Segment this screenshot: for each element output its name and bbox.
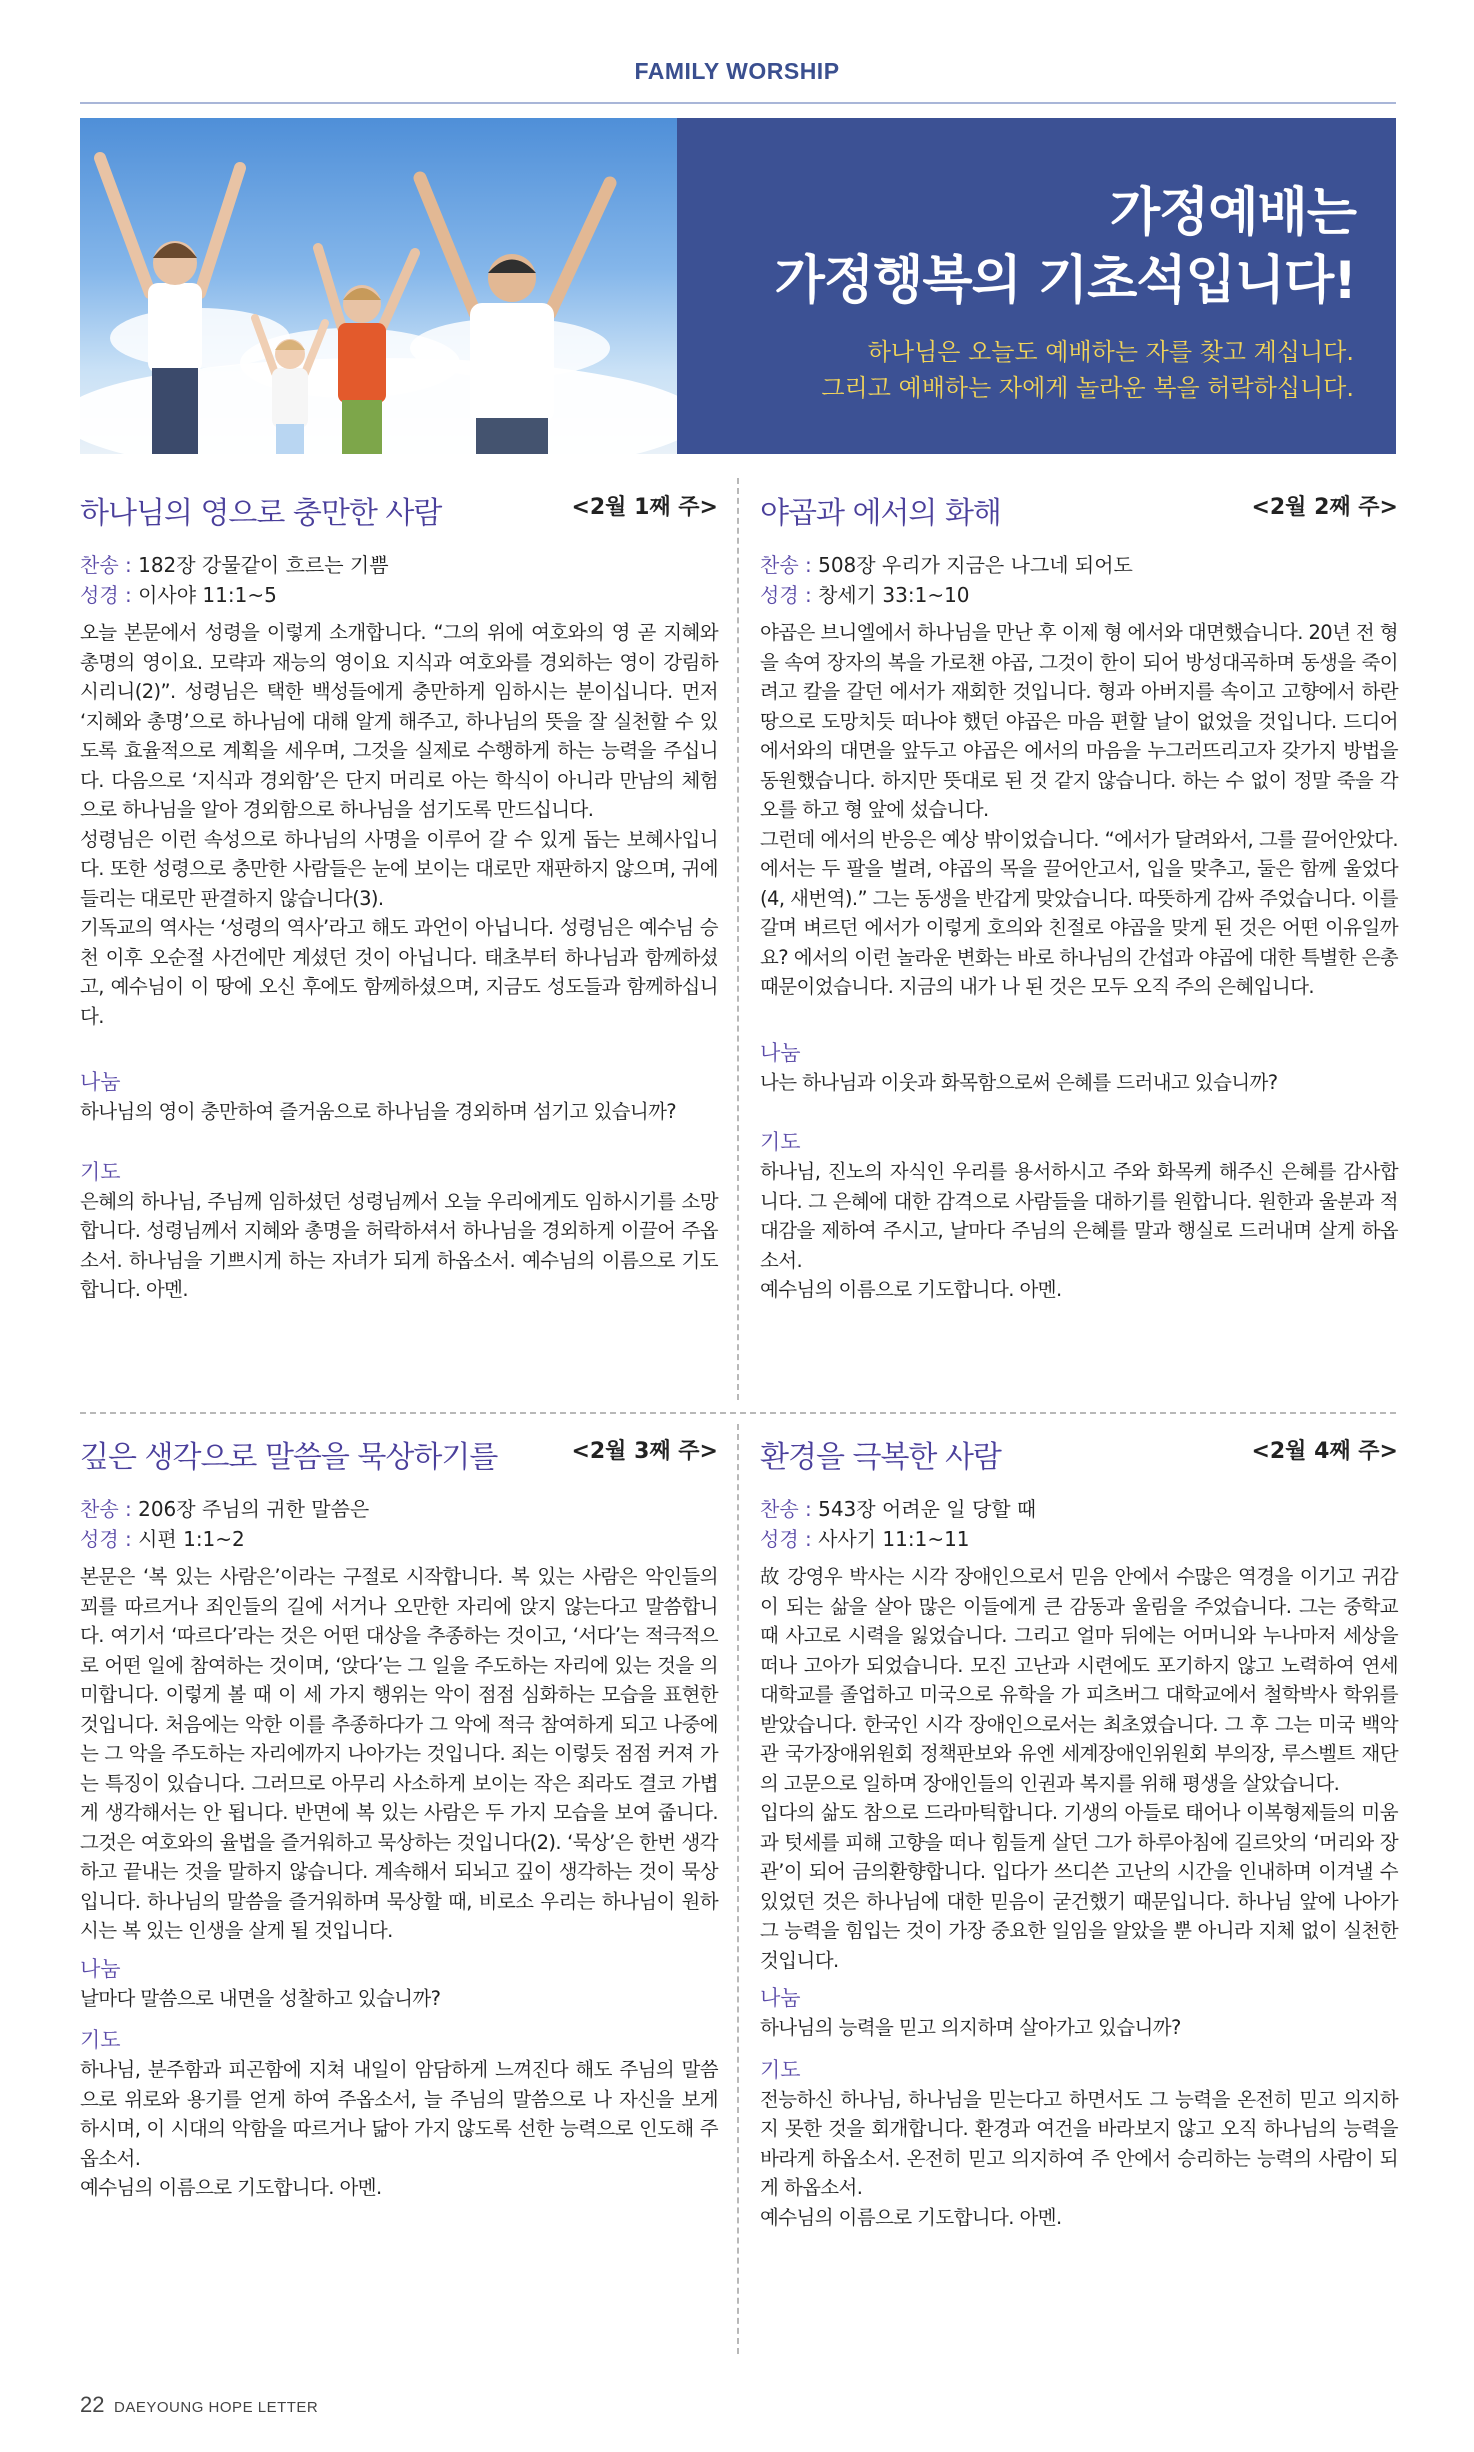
banner-title-line2: 가정행복의 기초석입니다! — [774, 251, 1356, 311]
scripture-value: 사사기 11:1~11 — [818, 1527, 970, 1551]
section-title: 깊은 생각으로 말씀을 묵상하기를 — [80, 1440, 498, 1475]
prayer-closing: 예수님의 이름으로 기도합니다. 아멘. — [80, 2176, 382, 2199]
scripture-line — [80, 580, 718, 610]
sharing-text: 하나님의 영이 충만하여 즐거움으로 하나님을 경외하며 섬기고 있습니까? — [80, 1100, 677, 1123]
scripture-value: 창세기 33:1~10 — [818, 583, 970, 607]
banner-title-line1: 가정예배는 — [1109, 183, 1356, 243]
section-date: <2월 3째 주> — [571, 1439, 718, 1464]
section-date: <2월 2째 주> — [1251, 495, 1398, 520]
prayer-heading: 기도 — [760, 1130, 801, 1154]
section-title: 하나님의 영으로 충만한 사람 — [80, 496, 442, 531]
body-paragraph: 입다의 삶도 참으로 드라마틱합니다. 기생의 아들로 태어나 이복형제들의 미움과 텃세를 피해 고향을 떠나 힘들게 살던 그가 하루아침에 길르앗의 ‘머리와 장관’이 되어 금의환향합니다. 입다가 쓰디쓴 고난의 시간을 인내하며 이겨낼 수 있었던 것은 하나님에 대한 믿음이 굳건했기 때문입니다. 하나님 앞에 나아가 그 능력을 힘입는 것이 가장 중요한 일임을 알았을 뿐 아니라 지체 없이 실천한 것입니다. — [760, 1801, 1398, 1972]
body-paragraph: 성령님은 이런 속성으로 하나님의 사명을 이루어 갈 수 있게 돕는 보혜사입니다. 또한 성령으로 충만한 사람들은 눈에 보이는 대로만 재판하지 않으며, 귀에 들리는 대로만 판결하지 않습니다(3). — [80, 827, 718, 910]
hymn-label: 찬송 : — [760, 1497, 819, 1521]
worship-section-week3 — [80, 1432, 718, 2203]
body-paragraph: 야곱은 브니엘에서 하나님을 만난 후 이제 형 에서와 대면했습니다. 20년 전 형을 속여 장자의 복을 가로챈 야곱, 그것이 한이 되어 방성대곡하며 동생을 죽이려고 칼을 갈던 에서가 재회한 것입니다. 형과 아버지를 속이고 고향에서 하란 땅으로 도망치듯 떠나야 했던 야곱은 마음 편할 날이 없었을 것입니다. 드디어 에서와의 대면을 앞두고 야곱은 에서의 마음을 누그러뜨리고자 갖가지 방법을 동원했습니다. 하지만 뜻대로 된 것 같지 않습니다. 하는 수 없이 정말 죽을 각오를 하고 형 앞에 섰습니다. — [760, 621, 1398, 821]
body-paragraph: 故 강영우 박사는 시각 장애인으로서 믿음 안에서 수많은 역경을 이기고 귀감이 되는 삶을 살아 많은 이들에게 큰 감동과 울림을 주었습니다. 그는 중학교 때 사고로 시력을 잃었습니다. 그리고 얼마 뒤에는 어머니와 누나마저 세상을 떠나 고아가 되었습니다. 모진 고난과 시련에도 포기하지 않고 노력하여 연세대학교를 졸업하고 미국으로 유학을 가 피츠버그 대학교에서 철학박사 학위를 받았습니다. 한국인 시각 장애인으로서는 최초였습니다. 그 후 그는 미국 백악관 국가장애위원회 정책판보와 유엔 세계장애인위원회 부의장, 루스벨트 재단의 고문으로 일하며 장애인들의 인권과 복지를 위해 평생을 살았습니다. — [760, 1565, 1398, 1795]
scripture-label: 성경 : — [760, 1527, 819, 1551]
scripture-label: 성경 : — [80, 583, 139, 607]
hymn-label: 찬송 : — [80, 553, 139, 577]
prayer-text: 하나님, 진노의 자식인 우리를 용서하시고 주와 화목케 해주신 은혜를 감사합니다. 그 은혜에 대한 감격으로 사람들을 대하기를 원합니다. 원한과 울분과 적대감을 제하여 주시고, 날마다 주님의 은혜를 말과 행실로 드러내며 살게 하옵소서. — [760, 1160, 1398, 1272]
sharing-text: 하나님의 능력을 믿고 의지하며 살아가고 있습니까? — [760, 2016, 1181, 2039]
hymn-value: 206장 주님의 귀한 말씀은 — [138, 1497, 370, 1521]
page-number: 22 — [80, 2392, 105, 2417]
section-title: 야곱과 에서의 화해 — [760, 496, 1001, 531]
hymn-value: 508장 우리가 지금은 나그네 되어도 — [818, 553, 1133, 577]
banner-subtitle-line2: 그리고 예배하는 자에게 놀라운 복을 허락하십니다. — [821, 374, 1354, 402]
prayer-closing: 예수님의 이름으로 기도합니다. 아멘. — [760, 2205, 1062, 2229]
sharing-heading: 나눔 — [760, 1986, 801, 2010]
body-paragraph: 그런데 에서의 반응은 예상 밖이었습니다. “에서가 달려와서, 그를 끌어안았다. 에서는 두 팔을 벌려, 야곱의 목을 끌어안고서, 입을 맞추고, 둘은 함께 울었다(4, 새번역).” 그는 동생을 반갑게 맞았습니다. 따뜻하게 감싸 주었습니다. 이를 갈며 벼르던 에서가 이렇게 호의와 친절로 야곱을 맞게 된 것은 어떤 이유일까요? 에서의 이런 놀라운 변화는 바로 하나님의 간섭과 야곱에 대한 특별한 은총 때문이었습니다. 지금의 내가 나 된 것은 모두 오직 주의 은혜입니다. — [760, 827, 1398, 998]
prayer-heading: 기도 — [80, 2028, 121, 2052]
hero-banner — [80, 118, 1396, 454]
prayer-text: 하나님, 분주함과 피곤함에 지쳐 내일이 암담하게 느껴진다 해도 주님의 말씀으로 위로와 용기를 얻게 하여 주옵소서, 늘 주님의 말씀으로 나 자신을 보게 하시며, 이 시대의 악함을 따르거나 닮아 가지 않도록 선한 능력으로 인도해 주옵소서. — [80, 2058, 718, 2170]
column-divider-top — [737, 478, 739, 1400]
scripture-value: 이사야 11:1~5 — [138, 583, 277, 607]
worship-section-week1 — [80, 488, 718, 1305]
scripture-label: 성경 : — [760, 583, 819, 607]
prayer-heading: 기도 — [80, 1159, 121, 1184]
body-paragraph: 기독교의 역사는 ‘성령의 역사’라고 해도 과언이 아닙니다. 성령님은 예수님 승천 이후 오순절 사건에만 계셨던 것이 아닙니다. 태초부터 하나님과 함께하셨고, 예수님이 이 땅에 오신 후에도 함께하셨으며, 지금도 성도들과 함께하십니다. — [80, 916, 718, 1028]
body-paragraph: 오늘 본문에서 성령을 이렇게 소개합니다. “그의 위에 여호와의 영 곧 지혜와 총명의 영이요. 모략과 재능의 영이요 지식과 여호와를 경외하는 영이 강림하시리니(2)”. 성령님은 택한 백성들에게 충만하게 임하시는 분이십니다. 먼저 ‘지혜와 총명’으로 하나님에 대해 알게 해주고, 하나님의 뜻을 잘 실천할 수 있도록 효율적으로 계획을 세우며, 그것을 실제로 수행하게 하는 능력을 주십니다. 다음으로 ‘지식과 경외함’은 단지 머리로 아는 학식이 아니라 만남의 체험으로 하나님을 알아 경외함으로 하나님을 섬기도록 만드십니다. — [80, 621, 718, 821]
prayer-closing: 예수님의 이름으로 기도합니다. 아멘. — [760, 1278, 1062, 1301]
prayer-text: 은혜의 하나님, 주님께 임하셨던 성령님께서 오늘 우리에게도 임하시기를 소망합니다. 성령님께서 지혜와 총명을 허락하셔서 하나님을 경외하게 이끌어 주옵소서. 하나님을 기쁘시게 하는 자녀가 되게 하옵소서. 예수님의 이름으로 기도합니다. 아멘. — [80, 1189, 718, 1301]
sharing-text: 나는 하나님과 이웃과 화목함으로써 은혜를 드러내고 있습니까? — [760, 1070, 1278, 1094]
hymn-label: 찬송 : — [760, 553, 819, 577]
family-worship-photo — [80, 118, 677, 454]
hymn-line — [80, 1494, 718, 1524]
section-header-label: FAMILY WORSHIP — [634, 58, 840, 84]
scripture-line — [80, 1524, 718, 1554]
publication-name: DAEYOUNG HOPE LETTER — [114, 2399, 319, 2416]
header-rule — [80, 102, 1396, 104]
sharing-heading: 나눔 — [760, 1040, 801, 1065]
body-paragraph: 본문은 ‘복 있는 사람은’이라는 구절로 시작합니다. 복 있는 사람은 악인들의 꾀를 따르거나 죄인들의 길에 서거나 오만한 자리에 앉지 않는다고 말씀합니다. 여기서 ‘따르다’라는 것은 어떤 대상을 추종하는 것이고, ‘서다’는 적극적으로 어떤 일에 참여하는 것이며, ‘앉다’는 그 일을 주도하는 자리에 있는 것을 의미합니다. 이렇게 볼 때 이 세 가지 행위는 악이 점점 심화하는 모습을 표현한 것입니다. 처음에는 악한 이를 추종하다가 그 악에 적극 참여하게 되고 나중에는 그 악을 주도하는 자리에까지 나아가는 것입니다. 죄는 이렇듯 점점 커져 가는 특징이 있습니다. 그러므로 아무리 사소하게 보이는 작은 죄라도 결코 가볍게 생각해서는 안 됩니다. 반면에 복 있는 사람은 두 가지 모습을 보여 줍니다. 그것은 여호와의 율법을 즐거워하고 묵상하는 것입니다(2). ‘묵상’은 한번 생각하고 끝내는 것을 말하지 않습니다. 계속해서 되뇌고 깊이 생각하는 것이 묵상입니다. 하나님의 말씀을 즐거워하며 묵상할 때, 비로소 우리는 하나님이 원하시는 복 있는 인생을 살게 될 것입니다. — [80, 1565, 718, 1942]
hymn-line — [80, 550, 718, 580]
scripture-label: 성경 : — [80, 1527, 139, 1551]
hymn-value: 182장 강물같이 흐르는 기쁨 — [138, 553, 389, 577]
scripture-line — [760, 580, 1398, 610]
hymn-line — [760, 550, 1398, 580]
sharing-heading: 나눔 — [80, 1070, 121, 1094]
worship-section-week4 — [760, 1432, 1398, 2232]
hymn-line — [760, 1494, 1398, 1524]
page-footer — [80, 2392, 318, 2418]
column-divider-bottom — [737, 1424, 739, 2354]
prayer-text: 전능하신 하나님, 하나님을 믿는다고 하면서도 그 능력을 온전히 믿고 의지하지 못한 것을 회개합니다. 환경과 여건을 바라보지 않고 오직 하나님의 능력을 바라게 하옵소서. 온전히 믿고 의지하여 주 안에서 승리하는 능력의 사람이 되게 하옵소서. — [760, 2087, 1398, 2199]
scripture-value: 시편 1:1~2 — [138, 1527, 245, 1551]
hymn-value: 543장 어려운 일 당할 때 — [818, 1497, 1037, 1521]
banner-text-panel — [677, 118, 1396, 454]
section-title: 환경을 극복한 사람 — [760, 1440, 1001, 1475]
prayer-heading: 기도 — [760, 2057, 801, 2082]
sharing-text: 날마다 말씀으로 내면을 성찰하고 있습니까? — [80, 1986, 441, 2010]
hymn-label: 찬송 : — [80, 1497, 139, 1521]
scripture-line — [760, 1524, 1398, 1554]
banner-subtitle-line1: 하나님은 오늘도 예배하는 자를 찾고 계십니다. — [867, 338, 1354, 366]
row-divider — [80, 1412, 1396, 1414]
sharing-heading: 나눔 — [80, 1956, 121, 1981]
section-date: <2월 1째 주> — [571, 495, 718, 520]
worship-section-week2 — [760, 488, 1398, 1305]
section-date: <2월 4째 주> — [1251, 1439, 1398, 1464]
